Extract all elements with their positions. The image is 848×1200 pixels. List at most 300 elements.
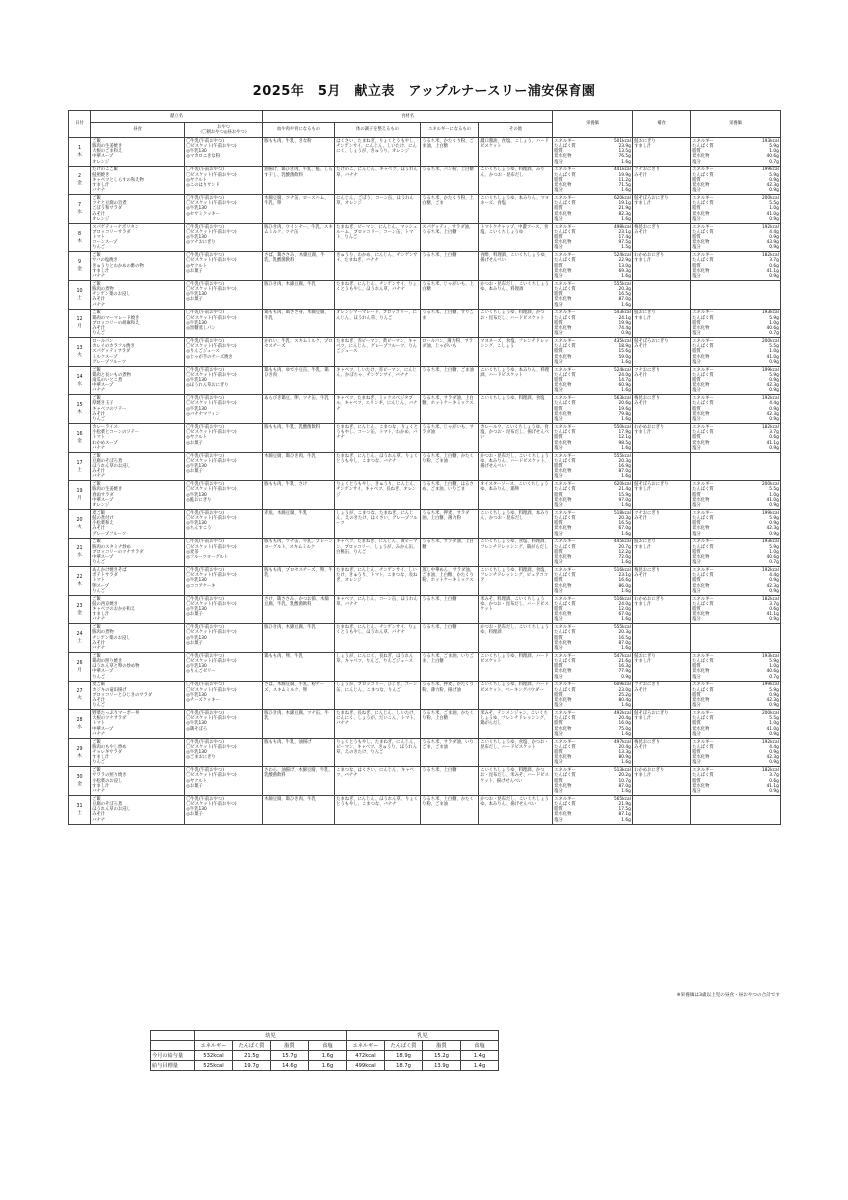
ingredient-body-cell: 豚ひき肉、木綿豆腐、牛乳 <box>263 281 335 310</box>
snack-item: 〇牛乳(午前おやつ) <box>186 567 224 573</box>
supp-nutrition-number: 199 <box>761 510 771 516</box>
nutrition-unit: g <box>628 802 631 808</box>
lunch-item: ご飯 <box>92 196 101 202</box>
snack-item: 〇牛乳(午前おやつ) <box>186 768 224 774</box>
ingredient-regulate-cell: たけのこ、にんじん、キャベツ、ほうれん草、バナナ <box>335 166 421 195</box>
supp-nutrition-unit: g <box>776 703 779 709</box>
supp-nutrition-unit: kcal <box>770 710 779 716</box>
lunch-item: 鶏肉の照り焼き <box>92 658 123 664</box>
nutrition-row <box>554 760 631 765</box>
nutrition-number: 16.6 <box>618 578 629 584</box>
ingredient-other-cell: マヨネーズ、食塩、フレンチドレッシング、こしょう <box>479 338 553 367</box>
nutrition-label: 脂質 <box>554 177 563 183</box>
snack-cell <box>185 710 263 739</box>
nutrition-row <box>554 589 631 594</box>
nutrition-label: 塩分 <box>554 502 563 508</box>
snack-item: ◎ヤクルト <box>186 778 207 784</box>
nutrition-number: 435 <box>613 339 623 345</box>
lunch-item: サバの塩焼き <box>92 258 118 264</box>
nutrition-label: 炭水化物 <box>554 755 572 761</box>
snack-item: 〇ビスケット(午前おやつ) <box>186 201 237 207</box>
nutrition-row <box>554 303 631 308</box>
nutrition-unit: g <box>628 440 631 446</box>
supp-nutrition-unit: g <box>776 258 779 264</box>
lunch-item: 鮭照焼き <box>92 172 110 178</box>
snack-cell <box>185 595 263 624</box>
nutrition-value <box>621 760 631 765</box>
supp-nutrition-unit: g <box>776 411 779 417</box>
supp-nutrition-number: 42.3 <box>766 183 777 189</box>
supp-nutrition-unit: g <box>776 274 779 280</box>
supp-nutrition-number: 5.9 <box>769 658 777 664</box>
nutrition-number: 1.6 <box>621 531 629 537</box>
summary-value: 1.6g <box>309 1051 347 1061</box>
nutrition-unit: kcal <box>622 453 631 459</box>
snack-cell <box>185 652 263 681</box>
nutrition-number: 20.6 <box>618 401 629 407</box>
nutrition-number: 501 <box>613 138 623 144</box>
lunch-cell <box>91 624 185 653</box>
nutrition-label: 塩分 <box>554 445 563 451</box>
nutrition-unit: g <box>628 497 631 503</box>
nutrition-value <box>621 303 631 308</box>
nutrition-unit: g <box>628 783 631 789</box>
supp-nutrition-label: エネルギー <box>692 253 714 259</box>
nutrition-number: 1.6 <box>621 817 629 823</box>
weekday: 月 <box>77 324 82 330</box>
table-row <box>69 567 781 596</box>
lunch-item: トマト <box>92 235 106 241</box>
snack-item: ◎フルーツヨーグルト <box>186 554 229 560</box>
supp-nutrition-row <box>692 446 779 451</box>
nutrition-unit: g <box>628 583 631 589</box>
supp-nutrition-number: 5.9 <box>769 144 777 149</box>
nutrition-unit: g <box>628 554 631 560</box>
lunch-item: りんご <box>92 560 106 566</box>
snack-item: ◎牛乳130 <box>186 750 207 755</box>
lunch-cell <box>91 509 185 538</box>
supp-nutrition-number: 200 <box>761 482 771 488</box>
lunch-item: カレイのカラフル焼き <box>92 344 135 350</box>
nutrition-number: 498 <box>613 224 623 230</box>
summary-value: 14.6g <box>271 1061 309 1071</box>
supplement-cell: 梅昆おにぎり みそ汁 <box>633 738 691 767</box>
nutrition-cell <box>553 338 633 367</box>
supp-nutrition-number: 0.9 <box>769 502 777 508</box>
supp-nutrition-label: 塩分 <box>692 159 701 165</box>
lunch-item: コーンスープ <box>92 240 118 246</box>
supplement-cell: 鮭そぼろおにぎり すまし汁 <box>633 710 691 739</box>
nutrition-label: 塩分 <box>554 703 563 709</box>
nutrition-number: 565 <box>613 796 623 802</box>
snack-item: 〇ビスケット(午前おやつ) <box>186 630 237 636</box>
lunch-item: りんご <box>92 417 106 423</box>
snack-item: ◎マカロニきな粉 <box>186 154 221 160</box>
supp-nutrition-label: 炭水化物 <box>692 411 710 417</box>
snack-cell <box>185 281 263 310</box>
supplement-nutrition-cell <box>691 624 781 653</box>
nutrition-number: 550 <box>613 424 623 430</box>
nutrition-label: エネルギー <box>554 625 576 631</box>
ingredient-body-cell: 豚もも肉、牛乳、乳酸菌飲料 <box>263 424 335 453</box>
supplement-cell: ツナおにぎり みそ汁 <box>633 366 691 395</box>
snack-cell <box>185 796 263 825</box>
supp-nutrition-unit: g <box>776 172 779 178</box>
lunch-item: ブロッコリーの胡麻和え <box>92 320 140 326</box>
lunch-item: 豚肉の生姜焼き <box>92 487 123 493</box>
nutrition-number: 1.6 <box>621 188 629 194</box>
supp-nutrition-label: 脂質 <box>692 778 701 784</box>
nutrition-unit: g <box>628 716 631 722</box>
nutrition-label: エネルギー <box>554 710 576 716</box>
nutrition-unit: g <box>628 154 631 160</box>
table-row <box>69 624 781 653</box>
supp-nutrition-value <box>769 188 779 193</box>
nutrition-unit: g <box>628 515 631 521</box>
nutrition-number: 80.9 <box>618 755 629 761</box>
nutrition-unit: g <box>628 406 631 412</box>
nutrition-value <box>621 532 631 537</box>
menu-table <box>68 110 781 825</box>
supp-nutrition-row <box>692 360 779 365</box>
lunch-item: 小松菜とコーンのソテー <box>92 430 140 436</box>
ingredient-regulate-cell: オレンジマーマレード、ブロッコリー、にんじん、ほうれん草、りんご <box>335 309 421 338</box>
ingredient-body-cell: 鶏もも肉、ゆで小豆缶、牛乳、鶏ひき肉 <box>263 366 335 395</box>
nutrition-unit: g <box>628 354 631 360</box>
nutrition-label: 炭水化物 <box>554 783 572 789</box>
nutrition-number: 87.0 <box>618 297 629 303</box>
supp-nutrition-value <box>769 760 779 765</box>
snack-item: 〇ビスケット(午前おやつ) <box>186 744 237 750</box>
nutrition-label: たんぱく質 <box>554 144 576 149</box>
nutrition-value <box>621 560 631 565</box>
supplement-nutrition-cell <box>691 252 781 281</box>
supp-nutrition-number: 41.0 <box>766 211 777 217</box>
lunch-item: ご飯 <box>92 768 101 774</box>
nutrition-row <box>554 703 631 708</box>
supplement-cell: 梅昆おにぎり みそ汁 <box>633 395 691 424</box>
summary-value: 15.7g <box>271 1051 309 1061</box>
nutrition-number: 1.6 <box>621 274 629 280</box>
nutrition-value <box>621 589 631 594</box>
nutrition-unit: g <box>628 617 631 623</box>
supp-nutrition-unit: g <box>776 388 779 394</box>
lunch-item: ご飯 <box>92 281 101 287</box>
day-number: 13 <box>76 346 83 352</box>
summary-value: 472kcal <box>347 1051 385 1061</box>
nutrition-row <box>554 160 631 165</box>
supp-nutrition-label: たんぱく質 <box>692 687 714 693</box>
snack-cell <box>185 624 263 653</box>
nutrition-number: 563 <box>613 396 623 402</box>
nutrition-number: 13.3 <box>618 750 629 755</box>
header-snack-sub: （〇朝おやつ◎昼おやつ） <box>198 130 250 135</box>
snack-item: ◎牛乳130 <box>186 807 207 813</box>
supp-nutrition-unit: kcal <box>770 310 779 316</box>
date-cell <box>69 252 91 281</box>
supp-nutrition-unit: g <box>776 731 779 737</box>
supp-nutrition-number: 0.6 <box>769 606 777 612</box>
nutrition-cell <box>553 595 633 624</box>
nutrition-number: 547 <box>613 653 623 659</box>
header-ing-other: その他 <box>479 123 553 138</box>
supplement-nutrition-cell <box>691 338 781 367</box>
table-row <box>69 195 781 224</box>
snack-item: ◎チーズクッキー <box>186 697 220 703</box>
supp-nutrition-label: 塩分 <box>692 588 701 594</box>
ingredient-other-cell: こいくちしょうゆ、食塩、かつお・昆布だし、ハードビスケット <box>479 738 553 767</box>
nutrition-number: 20.2 <box>618 773 629 779</box>
snack-item: 〇牛乳(午前おやつ) <box>186 453 224 459</box>
lunch-item: ご飯 <box>92 796 101 802</box>
nutrition-row <box>554 417 631 422</box>
supplement-nutrition-cell <box>691 223 781 252</box>
nutrition-number: 67.0 <box>618 526 629 532</box>
nutrition-label: たんぱく質 <box>554 601 576 607</box>
nutrition-cell <box>553 195 633 224</box>
nutrition-number: 23.9 <box>618 144 629 149</box>
lunch-item: バナナ <box>92 817 106 823</box>
nutrition-label: エネルギー <box>554 253 576 259</box>
supp-nutrition-unit: kcal <box>770 339 779 345</box>
supp-nutrition-number: 42.3 <box>766 526 777 532</box>
nutrition-cell <box>553 452 633 481</box>
nutrition-row <box>554 560 631 565</box>
day-number: 28 <box>76 717 83 723</box>
nutrition-label: たんぱく質 <box>554 372 576 378</box>
snack-cell <box>185 509 263 538</box>
supp-nutrition-row <box>692 560 779 565</box>
weekday: 月 <box>77 496 82 502</box>
snack-cell <box>185 481 263 510</box>
snack-item: 〇牛乳(午前おやつ) <box>186 710 224 716</box>
snack-item: ◎牛乳130 <box>186 492 207 498</box>
nutrition-cell <box>553 309 633 338</box>
nutrition-number: 19.1 <box>618 201 629 207</box>
ingredient-other-cell: こいくちしょうゆ、料理酒、かつお・昆布だし、米みそ、ハードビスケット、揚げせんべい <box>479 767 553 796</box>
nutrition-number: 513 <box>613 768 623 774</box>
supplement-nutrition-cell <box>691 138 781 167</box>
lunch-item: 麦ご飯 <box>92 682 106 688</box>
nutrition-cell <box>553 567 633 596</box>
nutrition-value <box>621 245 631 250</box>
nutrition-label: エネルギー <box>554 539 576 545</box>
lunch-item: 小松菜和え <box>92 521 114 527</box>
supp-nutrition-value <box>769 446 779 451</box>
ingredient-body-cell: さば、木綿豆腐、牛乳、粉チーズ、スキムミルク、卵 <box>263 681 335 710</box>
nutrition-label: 脂質 <box>554 750 563 755</box>
supp-nutrition-unit: g <box>776 773 779 779</box>
nutrition-label: たんぱく質 <box>554 487 576 493</box>
supp-nutrition-unit: g <box>776 750 779 755</box>
weekday: 水 <box>77 381 82 387</box>
supp-nutrition-value <box>769 532 779 537</box>
nutrition-unit: g <box>628 216 631 222</box>
nutrition-value <box>621 217 631 222</box>
snack-cell <box>185 395 263 424</box>
supp-nutrition-label: 脂質 <box>692 578 701 584</box>
lunch-cell <box>91 595 185 624</box>
nutrition-unit: g <box>628 469 631 475</box>
nutrition-number: 72.0 <box>618 554 629 560</box>
supp-nutrition-number: 3.7 <box>769 773 777 779</box>
ingredient-body-cell: さば、鶏ささみ、木綿豆腐、牛乳、乳酸菌飲料 <box>263 252 335 281</box>
supp-nutrition-value <box>769 245 779 250</box>
nutrition-number: 0.9 <box>621 674 629 680</box>
supp-nutrition-unit: g <box>776 235 779 241</box>
supp-nutrition-label: エネルギー <box>692 710 714 716</box>
snack-item: 〇ビスケット(午前おやつ) <box>186 458 237 464</box>
supp-nutrition-label: 炭水化物 <box>692 783 710 789</box>
nutrition-label: 脂質 <box>554 635 563 641</box>
supp-nutrition-number: 5.5 <box>769 487 777 493</box>
ingredient-other-cell: こいくちしょうゆ、本みりん、料理酒、ハードビスケット <box>479 366 553 395</box>
nutrition-number: 87.1 <box>618 812 629 818</box>
ingredient-energy-cell: うるち米、上白糖、はるさめ、ごま油、いりごま <box>421 481 479 510</box>
nutrition-unit: g <box>628 645 631 651</box>
nutrition-number: 492 <box>613 710 623 716</box>
supplement-cell: ツナおにぎり みそ汁 <box>633 166 691 195</box>
table-row <box>69 481 781 510</box>
lunch-item: ツナと豆腐の旨煮 <box>92 201 127 207</box>
ingredient-energy-cell: うるち米、ごま油、いりごま、上白糖 <box>421 652 479 681</box>
nutrition-value <box>621 675 631 680</box>
nutrition-label: エネルギー <box>554 739 576 745</box>
supp-nutrition-label: エネルギー <box>692 310 714 316</box>
ingredient-regulate-cell: キャベツ、しいたけ、赤ピーマン、にんじん、かぼちゃ、チンゲンサイ、バナナ <box>335 366 421 395</box>
summary-body <box>151 1051 499 1071</box>
page-title: 2025年 5月 献立表 アップルナースリー浦安保育園 <box>252 84 596 99</box>
supp-nutrition-label: 炭水化物 <box>692 612 710 618</box>
supp-nutrition-unit: g <box>776 440 779 446</box>
nutrition-unit: kcal <box>622 625 631 631</box>
snack-item: ◎ココアケーキ <box>186 583 216 589</box>
nutrition-row <box>554 388 631 393</box>
supplement-cell: わかめおにぎり すまし汁 <box>633 424 691 453</box>
nutrition-row <box>554 331 631 336</box>
ingredient-body-cell: 木綿豆腐、鶏ひき肉、牛乳 <box>263 796 335 825</box>
ingredient-regulate-cell: たまねぎ、にんじん、チンゲンサイ、りょくとうもやし、ほうれん草、バナナ <box>335 624 421 653</box>
snack-cell <box>185 567 263 596</box>
nutrition-unit: g <box>628 177 631 183</box>
snack-item: ◎ヤクルト <box>186 263 207 269</box>
supp-nutrition-unit: g <box>776 445 779 451</box>
ingredient-energy-cell: うるち米、パン粉、上白糖 <box>421 166 479 195</box>
supp-nutrition-number: 41.1 <box>766 612 777 618</box>
snack-item: ◎黒糖蒸しパン <box>186 326 216 332</box>
nutrition-label: 脂質 <box>554 435 563 441</box>
nutrition-number: 20.3 <box>618 458 629 464</box>
weekday: 土 <box>77 295 82 301</box>
supp-nutrition-unit: kcal <box>770 482 779 488</box>
lunch-item: ブロッコリーのツナサラダ <box>92 549 144 555</box>
nutrition-number: 1.6 <box>621 216 629 222</box>
supp-nutrition-unit: kcal <box>770 510 779 516</box>
supp-nutrition-label: 脂質 <box>692 549 701 555</box>
supp-nutrition-number: 41.0 <box>766 726 777 732</box>
supp-nutrition-label: エネルギー <box>692 682 714 688</box>
snack-item: ◎じゃが芋のチーズ焼き <box>186 354 233 360</box>
ingredient-body-cell: 油揚げ、鶏ひき肉、牛乳、鮭、しらす干し、乳酸菌飲料 <box>263 166 335 195</box>
supp-nutrition-label: 炭水化物 <box>692 326 710 332</box>
nutrition-unit: g <box>628 411 631 417</box>
supp-nutrition-number: 193 <box>761 138 771 144</box>
summary-corner-2 <box>151 1041 195 1051</box>
nutrition-number: 16.5 <box>618 292 629 298</box>
nutrition-row <box>554 617 631 622</box>
table-row <box>69 538 781 567</box>
snack-item: ◎牛乳130 <box>186 664 207 670</box>
nutrition-label: 脂質 <box>554 263 563 269</box>
nutrition-number: 20.7 <box>618 544 629 550</box>
nutrition-unit: kcal <box>622 710 631 716</box>
snack-item: 〇ビスケット(午前おやつ) <box>186 515 237 521</box>
nutrition-number: 71.5 <box>618 183 629 189</box>
supp-nutrition-label: 炭水化物 <box>692 554 710 560</box>
supp-nutrition-unit: g <box>776 331 779 337</box>
supplement-nutrition-cell <box>691 166 781 195</box>
nutrition-label: エネルギー <box>554 281 576 287</box>
nutrition-unit: g <box>628 612 631 618</box>
lunch-item: ご飯 <box>92 625 101 631</box>
nutrition-label: 塩分 <box>554 188 563 194</box>
nutrition-number: 1.6 <box>621 502 629 508</box>
lunch-item: 中華スープ <box>92 669 114 675</box>
nutrition-row <box>554 274 631 279</box>
nutrition-unit: g <box>628 201 631 207</box>
nutrition-number: 76.5 <box>618 154 629 160</box>
nutrition-label: 塩分 <box>554 359 563 365</box>
supp-nutrition-unit: g <box>776 515 779 521</box>
nutrition-number: 21.4 <box>618 487 629 493</box>
nutrition-label: 塩分 <box>554 731 563 737</box>
snack-item: 〇ビスケット(午前おやつ) <box>186 658 237 664</box>
supp-nutrition-label: たんぱく質 <box>692 658 714 664</box>
snack-item: 〇牛乳(午前おやつ) <box>186 310 224 316</box>
nutrition-unit: g <box>628 268 631 274</box>
lunch-item: 中華スープ <box>92 154 114 160</box>
nutrition-label: 脂質 <box>554 320 563 326</box>
nutrition-unit: kcal <box>622 167 631 173</box>
nutrition-unit: kcal <box>622 367 631 373</box>
snack-item: 〇牛乳(午前おやつ) <box>186 339 224 345</box>
supp-nutrition-row <box>692 532 779 537</box>
summary-value: 15.2g <box>423 1051 461 1061</box>
lunch-item: 卵スープ <box>92 583 109 589</box>
nutrition-label: 塩分 <box>554 531 563 537</box>
nutrition-label: エネルギー <box>554 424 576 430</box>
nutrition-number: 15.9 <box>618 492 629 498</box>
supp-nutrition-unit: kcal <box>770 138 779 144</box>
supplement-nutrition-cell <box>691 481 781 510</box>
nutrition-label: 炭水化物 <box>554 554 572 560</box>
supp-nutrition-unit: g <box>776 211 779 217</box>
supp-nutrition-value <box>769 732 779 737</box>
ingredient-body-cell: 鶏もも肉、卵、牛乳 <box>263 652 335 681</box>
supp-nutrition-value <box>769 360 779 365</box>
snack-item: ◎麦茶 <box>186 549 199 555</box>
nutrition-unit: g <box>628 687 631 693</box>
nutrition-unit: g <box>628 372 631 378</box>
ingredient-energy-cell: うるち米、上白糖 <box>421 624 479 653</box>
date-cell <box>69 710 91 739</box>
snack-item: ◎牛乳130 <box>186 635 207 641</box>
day-number: 15 <box>76 403 83 409</box>
nutrition-unit: g <box>628 664 631 670</box>
nutrition-unit: kcal <box>622 510 631 516</box>
header-menu-name: 献立名 <box>91 111 263 123</box>
snack-item: 〇ビスケット(午前おやつ) <box>186 802 237 808</box>
